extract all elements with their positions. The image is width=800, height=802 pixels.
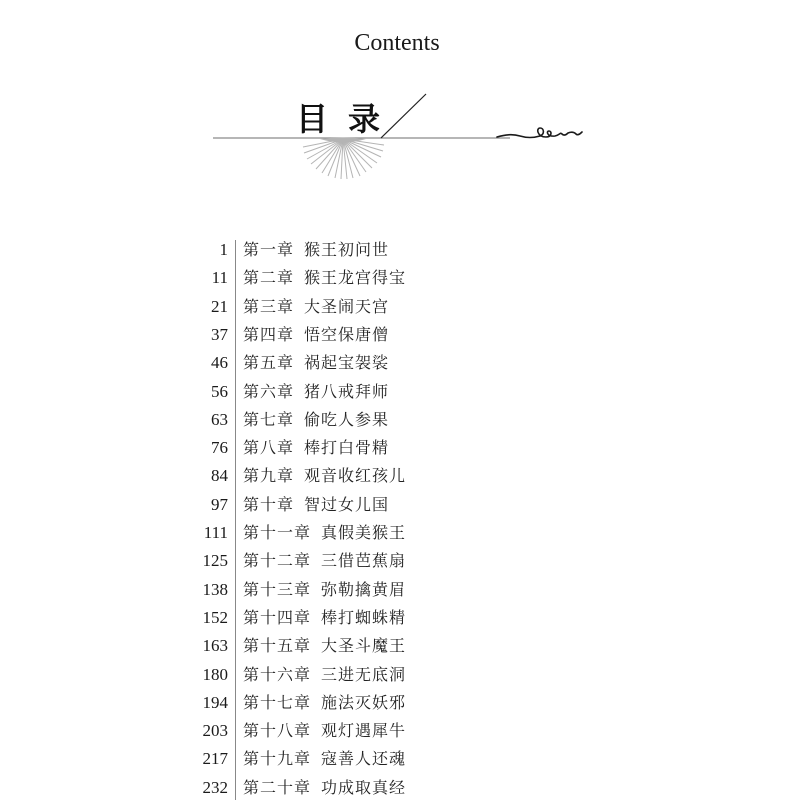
chinese-title: 目录	[296, 100, 401, 138]
page-number: 63	[211, 409, 228, 429]
chapter-title: 大圣闹天宫	[304, 296, 390, 316]
chapter-label: 第十九章 寇善人还魂	[243, 749, 407, 769]
chapter-title: 寇善人还魂	[321, 749, 407, 769]
sunburst-icon	[303, 139, 384, 179]
chapter-label: 第十二章 三借芭蕉扇	[243, 551, 407, 571]
page-number: 21	[211, 296, 228, 316]
page-number: 56	[211, 381, 228, 401]
page-number: 217	[202, 749, 228, 769]
page-number: 194	[202, 692, 228, 712]
chapter-label: 第六章 猪八戒拜师	[243, 381, 390, 401]
toc-divider-line	[235, 240, 236, 800]
chapter-label: 第一章 猴王初问世	[243, 240, 390, 259]
chapter-title: 弥勒擒黄眉	[321, 579, 407, 599]
page-number: 180	[202, 664, 228, 684]
chapter-title: 功成取真经	[321, 777, 407, 797]
chapter-title: 祸起宝袈裟	[304, 353, 390, 373]
chapter-title: 猪八戒拜师	[304, 381, 390, 401]
chapter-title: 观音收红孩儿	[304, 466, 407, 486]
chapter-label: 第二章 猴王龙宫得宝	[243, 268, 407, 288]
chapter-title: 猴王龙宫得宝	[304, 268, 407, 288]
flourish-icon	[497, 128, 582, 138]
chapter-label: 第四章 悟空保唐僧	[243, 324, 390, 344]
chapter-label: 第十四章 棒打蜘蛛精	[243, 607, 407, 627]
chapter-title: 真假美猴王	[321, 523, 407, 542]
page-number: 46	[211, 353, 228, 373]
chapter-label: 第九章 观音收红孩儿	[243, 466, 407, 486]
chapter-label: 第十三章 弥勒擒黄眉	[243, 579, 407, 599]
chapter-label: 第五章 祸起宝袈裟	[243, 353, 390, 373]
chapter-title: 棒打蜘蛛精	[321, 607, 407, 627]
page-number: 111	[203, 523, 228, 542]
page-number: 163	[202, 636, 228, 656]
page-number: 125	[202, 551, 228, 571]
chapter-title: 悟空保唐僧	[304, 324, 390, 344]
page-number: 1	[219, 240, 228, 259]
chapter-title: 猴王初问世	[304, 240, 390, 259]
chapter-label: 第十一章 真假美猴王	[243, 523, 407, 542]
chapter-label: 第八章 棒打白骨精	[243, 438, 390, 458]
chapter-title: 观灯遇犀牛	[321, 721, 407, 741]
page-number: 37	[211, 324, 228, 344]
page-number: 11	[211, 268, 228, 288]
chapter-label: 第二十章 功成取真经	[243, 777, 407, 797]
page-number: 97	[211, 494, 228, 514]
chapter-label: 第十八章 观灯遇犀牛	[243, 721, 407, 741]
chapter-label: 第三章 大圣闹天宫	[243, 296, 390, 316]
page-number: 232	[202, 777, 228, 797]
page-number: 203	[202, 721, 228, 741]
page-number: 138	[202, 579, 228, 599]
chapter-label: 第七章 偷吃人参果	[243, 409, 390, 429]
english-title: Contents	[354, 30, 440, 56]
chapter-title: 三进无底洞	[321, 664, 407, 684]
chapter-title: 智过女儿国	[304, 494, 390, 514]
chapter-title: 三借芭蕉扇	[321, 551, 407, 571]
chapter-label: 第十六章 三进无底洞	[243, 664, 407, 684]
page-number: 76	[211, 438, 228, 458]
title-decoration	[0, 0, 800, 200]
chapter-label: 第十五章 大圣斗魔王	[243, 636, 407, 656]
chapter-title: 施法灭妖邪	[321, 692, 407, 712]
chapter-title: 棒打白骨精	[304, 438, 390, 458]
chapter-title: 大圣斗魔王	[321, 636, 407, 656]
diagonal-slash	[381, 94, 426, 138]
chapter-label: 第十七章 施法灭妖邪	[243, 692, 407, 712]
chapter-label: 第十章 智过女儿国	[243, 494, 390, 514]
page-number: 152	[202, 607, 228, 627]
page-number: 84	[211, 466, 228, 486]
chapter-title: 偷吃人参果	[304, 409, 390, 429]
